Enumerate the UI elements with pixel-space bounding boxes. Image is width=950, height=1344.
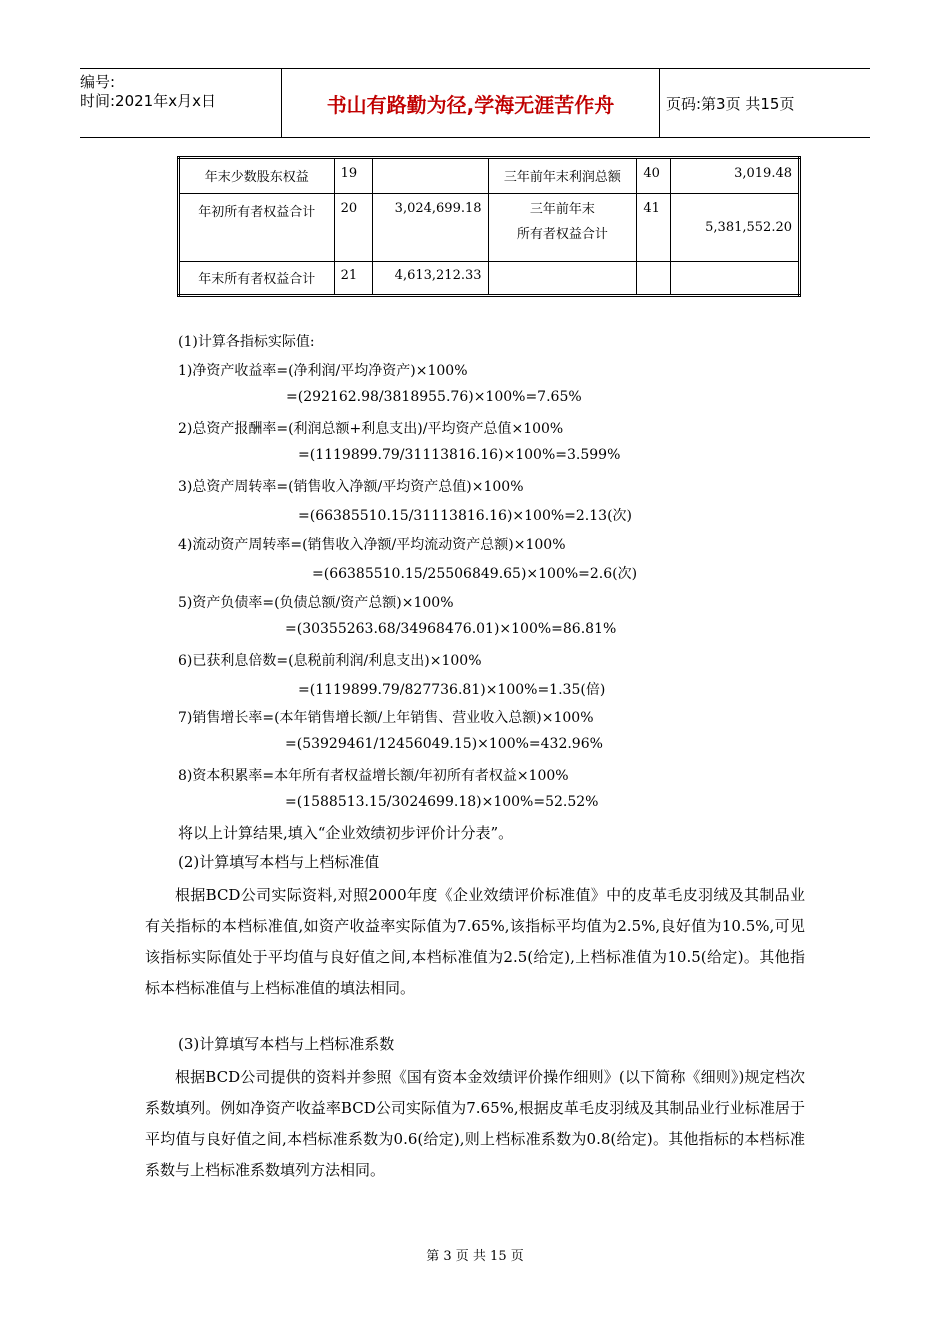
row-value-2: 5,381,552.20 (671, 194, 800, 262)
formula-5: 5)资产负债率=(负债总额/资产总额)×100% (178, 595, 454, 611)
row-number-2: 40 (637, 158, 671, 194)
row-label-2 (488, 262, 637, 296)
row-number: 19 (334, 158, 373, 194)
row-label-2-line1: 三年前年末 (529, 202, 595, 217)
row-number: 20 (334, 194, 373, 262)
result-4: =(66385510.15/25506849.65)×100%=2.6(次) (312, 566, 638, 582)
row-number-2: 41 (637, 194, 671, 262)
result-5: =(30355263.68/34968476.01)×100%=86.81% (285, 621, 617, 637)
table-row (179, 194, 800, 262)
formula-3: 3)总资产周转率=(销售收入净额/平均资产总值)×100% (178, 479, 524, 495)
section-2-heading: (2)计算填写本档与上档标准值 (178, 853, 380, 871)
section-3-heading: (3)计算填写本档与上档标准系数 (178, 1035, 395, 1053)
result-1: =(292162.98/3818955.76)×100%=7.65% (286, 389, 582, 405)
formula-7: 7)销售增长率=(本年销售增长额/上年销售、营业收入总额)×100% (178, 710, 594, 726)
number-label: 编号: (80, 73, 116, 91)
row-label-2-line2: 所有者权益合计 (516, 227, 608, 242)
row-value: 4,613,212.33 (373, 262, 488, 296)
formula-1: 1)净资产收益率=(净利润/平均净资产)×100% (178, 363, 468, 379)
formula-6: 6)已获利息倍数=(息税前利润/利息支出)×100% (178, 653, 482, 669)
row-label: 年末所有者权益合计 (179, 262, 335, 296)
section-2-body: 根据BCD公司实际资料,对照2000年度《企业效绩评价标准值》中的皮革毛皮羽绒及其制品业有关指标的本档标准值,如资产收益率实际值为7.65%,该指标平均值为2.5%,良好值为10.5%,可见该指标实际值处于平均值与良好值之间,本档标准值为2.5(给定),上档标准值为10.5(给定)。其他指标本档标准值与上档标准值的填法相同。 (145, 886, 805, 997)
row-value-2 (671, 262, 800, 296)
header-meta (80, 69, 280, 137)
row-value: 3,024,699.18 (373, 194, 488, 262)
formula-8: 8)资本积累率=本年所有者权益增长额/年初所有者权益×100% (178, 768, 569, 784)
calc-heading: (1)计算各指标实际值: (178, 334, 315, 350)
time-label: 时间:2021年x月x日 (80, 92, 216, 110)
table-row (179, 158, 800, 194)
result-3: =(66385510.15/31113816.16)×100%=2.13(次) (298, 508, 632, 524)
row-label: 年初所有者权益合计 (179, 194, 335, 262)
row-value-2: 3,019.48 (671, 158, 800, 194)
result-8: =(1588513.15/3024699.18)×100%=52.52% (285, 794, 599, 810)
row-label-2 (488, 194, 637, 262)
page-footer: 第 3 页 共 15 页 (426, 1249, 524, 1264)
result-6: =(1119899.79/827736.81)×100%=1.35(倍) (298, 682, 606, 698)
header-page-label: 页码:第3页 共15页 (666, 94, 795, 113)
calc-conclusion: 将以上计算结果,填入“企业效绩初步评价计分表”。 (178, 824, 514, 842)
row-number-2 (637, 262, 671, 296)
equity-table (177, 156, 801, 297)
section-3-body: 根据BCD公司提供的资料并参照《国有资本金效绩评价操作细则》(以下简称《细则》)规定档次系数填列。例如净资产收益率BCD公司实际值为7.65%,根据皮革毛皮羽绒及其制品业行业标准居于平均值与良好值之间,本档标准系数为0.6(给定),则上档标准系数为0.8(给定)。其他指标的本档标准系数与上档标准系数填列方法相同。 (145, 1068, 805, 1179)
row-value (373, 158, 488, 194)
header-motto: 书山有路勤为径,学海无涯苦作舟 (281, 69, 660, 137)
row-number: 21 (334, 262, 373, 296)
row-label-2: 三年前年末利润总额 (488, 158, 637, 194)
row-label: 年末少数股东权益 (179, 158, 335, 194)
formula-4: 4)流动资产周转率=(销售收入净额/平均流动资产总额)×100% (178, 537, 566, 553)
page-header (80, 68, 870, 138)
result-7: =(53929461/12456049.15)×100%=432.96% (285, 736, 603, 752)
table-row (179, 262, 800, 296)
result-2: =(1119899.79/31113816.16)×100%=3.599% (298, 447, 621, 463)
formula-2: 2)总资产报酬率=(利润总额+利息支出)/平均资产总值×100% (178, 421, 564, 437)
